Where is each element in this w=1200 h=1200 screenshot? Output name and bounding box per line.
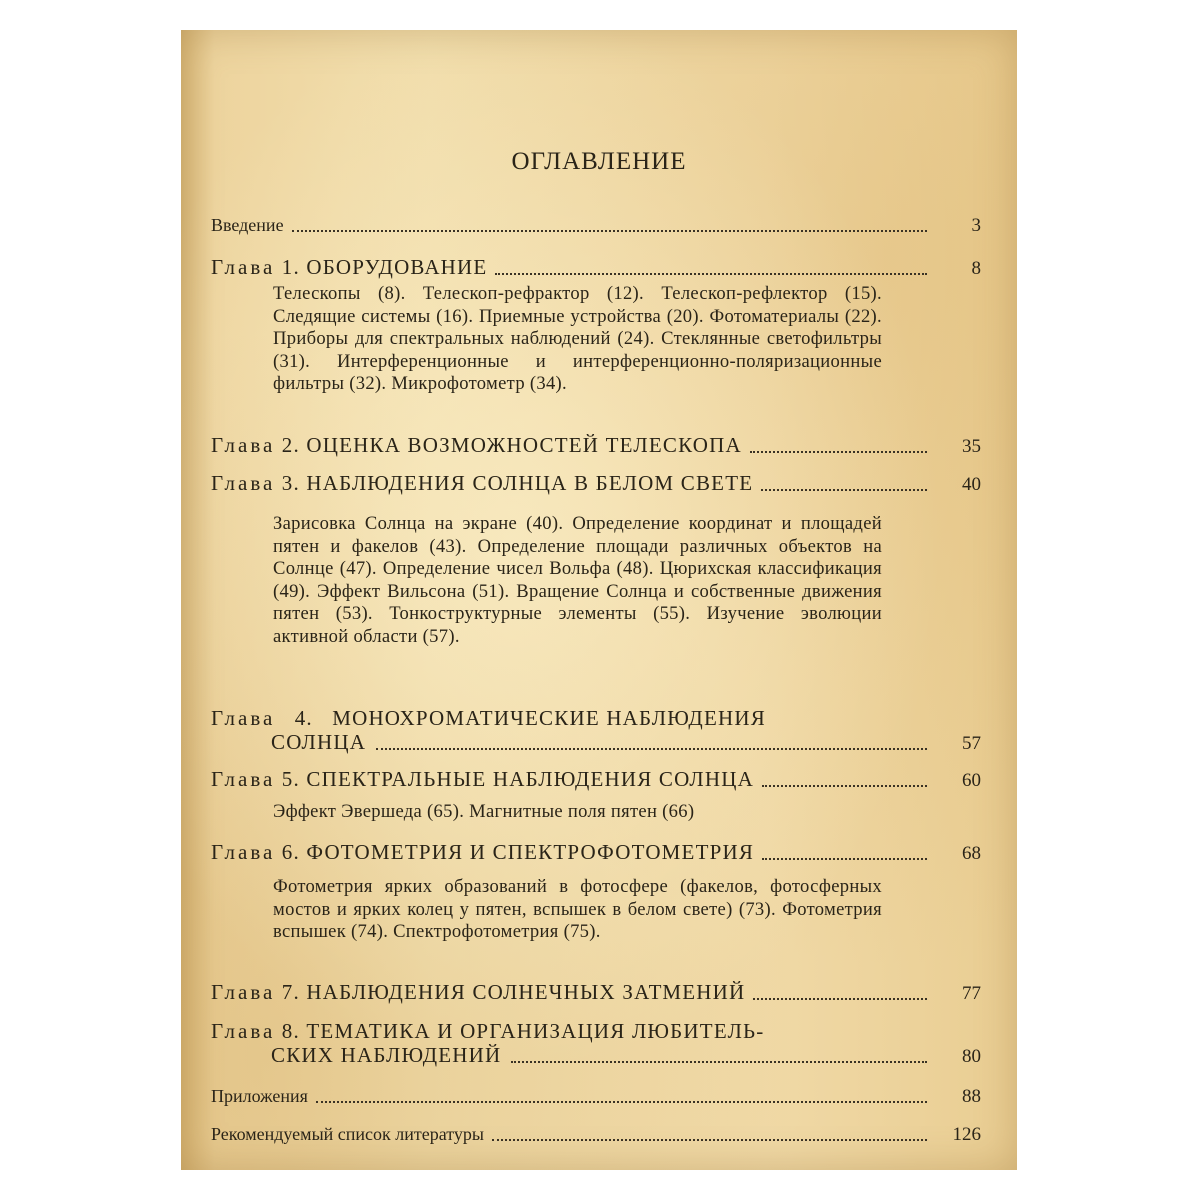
toc-entry-chapter-1[interactable] [211, 255, 981, 280]
chapter-number: 3. [281, 471, 300, 495]
toc-entry-chapter-8[interactable] [211, 1018, 891, 1045]
chapter-word: Глава [211, 433, 276, 457]
leader-dots [376, 748, 927, 750]
leader-dots [753, 996, 927, 1000]
toc-entry-chapter-4[interactable] [211, 705, 891, 732]
toc-entry-chapter-8-continued[interactable] [271, 1043, 981, 1068]
chapter-title: НАБЛЮДЕНИЯ СОЛНЦА В БЕЛОМ СВЕТЕ [306, 471, 754, 495]
chapter-title: ОБОРУДОВАНИЕ [306, 255, 488, 279]
page-title: ОГЛАВЛЕНИЕ [511, 148, 687, 175]
toc-entry-intro[interactable] [211, 215, 981, 237]
book-page [181, 30, 1017, 1170]
toc-entry-label: Приложения [211, 1086, 308, 1106]
leader-dots [292, 228, 927, 232]
chapter-number: 6. [281, 840, 300, 864]
leader-dots [495, 271, 927, 275]
chapter-number: 1. [281, 255, 300, 279]
chapter-word: Глава [211, 255, 276, 279]
toc-entry-appendix[interactable] [211, 1086, 981, 1108]
toc-page-number: 88 [962, 1086, 981, 1107]
chapter-title-line-1: ТЕМАТИКА И ОРГАНИЗАЦИЯ ЛЮБИТЕЛЬ- [306, 1019, 765, 1043]
toc-entry-chapter-5[interactable] [211, 767, 981, 792]
chapter-word: Глава [211, 471, 276, 495]
toc-page-number: 35 [962, 436, 981, 457]
toc-entry-chapter-2[interactable] [211, 433, 981, 458]
toc-entry-literature[interactable] [211, 1124, 981, 1146]
chapter-word: Глава [211, 1019, 276, 1043]
chapter-number: 8. [281, 1019, 300, 1043]
chapter-word: Глава [211, 767, 276, 791]
chapter-number: 4. [294, 706, 313, 730]
chapter-6-contents: Фотометрия ярких образований в фотосфере (факелов, фотосферных мостов и ярких колец у пятен, вспышек в белом свете) (73). Фотометрия вспышек (74). Спектрофотометрия (75). [273, 876, 882, 942]
toc-page-number: 60 [962, 770, 981, 791]
leader-dots [762, 783, 927, 787]
chapter-title-line-2: СКИХ НАБЛЮДЕНИЙ [271, 1043, 502, 1067]
leader-dots [750, 449, 927, 453]
toc-page-number: 68 [962, 843, 981, 864]
toc-entry-chapter-3[interactable] [211, 471, 981, 496]
toc-page-number: 3 [971, 215, 981, 236]
toc-entry-label: Рекомендуемый список литературы [211, 1124, 484, 1144]
chapter-3-contents: Зарисовка Солнца на экране (40). Определение координат и площадей пятен и факелов (43). Определение площади различных объектов на Солнце (47). Определение чисел Вольфа (48). Цюрихская классификация (49). Эффект Вильсона (51). Вращение Солнца и собственные движения пятен (53). Тонкоструктурные элементы (55). Изучение эволюции активной области (57). [273, 513, 882, 647]
chapter-title-line-2: СОЛНЦА [271, 730, 367, 754]
leader-dots [511, 1061, 927, 1063]
toc-page-number: 57 [962, 733, 981, 754]
toc-page-number: 8 [971, 258, 981, 279]
chapter-5-contents: Эффект Эвершеда (65). Магнитные поля пятен (66) [273, 801, 695, 822]
chapter-title: ОЦЕНКА ВОЗМОЖНОСТЕЙ ТЕЛЕСКОПА [306, 433, 742, 457]
toc-entry-chapter-4-continued[interactable] [271, 730, 981, 755]
chapter-title-line-1: МОНОХРОМАТИЧЕСКИЕ НАБЛЮДЕНИЯ [332, 706, 766, 730]
toc-entry-chapter-6[interactable] [211, 840, 981, 865]
leader-dots [761, 487, 927, 491]
chapter-title: СПЕКТРАЛЬНЫЕ НАБЛЮДЕНИЯ СОЛНЦА [306, 767, 754, 791]
toc-page-number: 40 [962, 474, 981, 495]
chapter-number: 5. [281, 767, 300, 791]
leader-dots [762, 856, 927, 860]
chapter-word: Глава [211, 980, 276, 1004]
toc-page-number: 77 [962, 983, 981, 1004]
leader-dots [316, 1099, 927, 1103]
toc-entry-chapter-7[interactable] [211, 980, 981, 1005]
chapter-number: 7. [281, 980, 300, 1004]
chapter-word: Глава [211, 840, 276, 864]
toc-page-number: 80 [962, 1046, 981, 1067]
chapter-word: Глава [211, 706, 276, 730]
toc-entry-label: Введение [211, 215, 284, 235]
toc-page-number: 126 [952, 1124, 981, 1145]
chapter-1-contents: Телескопы (8). Телескоп-рефрактор (12). Телескоп-рефлектор (15). Следящие системы (16). Приемные устройства (20). Фотоматериалы (22). Приборы для спектральных наблюдений (24). Стеклянные светофильтры (31). Интерференционные и интерференционно-поляризационные фильтры (32). Микрофотометр (34). [273, 283, 882, 394]
chapter-title: НАБЛЮДЕНИЯ СОЛНЕЧНЫХ ЗАТМЕНИЙ [306, 980, 746, 1004]
chapter-number: 2. [281, 433, 300, 457]
leader-dots [492, 1137, 927, 1141]
chapter-title: ФОТОМЕТРИЯ И СПЕКТРОФОТОМЕТРИЯ [306, 840, 755, 864]
